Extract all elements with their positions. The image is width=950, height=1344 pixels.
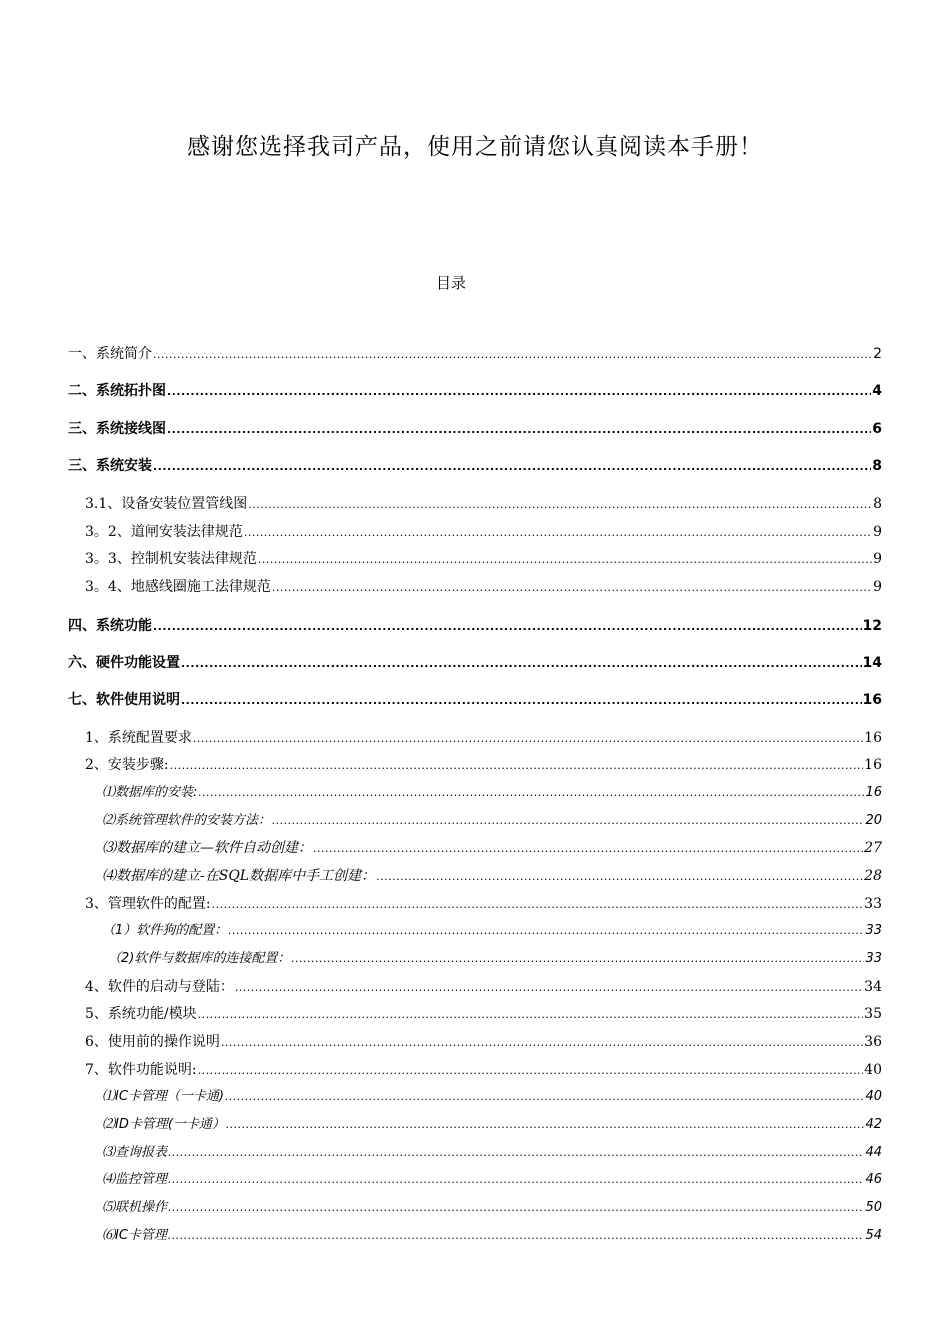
toc-entry-page: 50 xyxy=(865,1200,882,1215)
toc-entry[interactable] xyxy=(102,1169,882,1191)
toc-entry-page: 16 xyxy=(864,730,882,746)
toc-entry-page: 9 xyxy=(873,551,882,567)
toc-entry-label: （2)软件与数据库的连接配置： xyxy=(108,951,291,966)
toc-leader xyxy=(167,418,871,441)
toc-entry[interactable] xyxy=(108,948,882,970)
toc-entry[interactable] xyxy=(102,810,882,832)
toc-leader xyxy=(168,1142,864,1164)
toc-entry[interactable] xyxy=(68,615,882,637)
toc-entry-page: 16 xyxy=(862,692,882,708)
toc-entry-page: 46 xyxy=(865,1172,882,1187)
document-headline: 感谢您选择我司产品，使用之前请您认真阅读本手册！ xyxy=(187,134,763,160)
toc-entry-label: 3。4、地感线圈施工法律规范 xyxy=(85,579,271,595)
toc-leader xyxy=(244,521,872,544)
toc-entry-label: 2、安装步骤: xyxy=(85,757,169,773)
toc-leader xyxy=(181,689,862,712)
toc-entry-page: 8 xyxy=(873,496,882,512)
toc-leader xyxy=(198,1003,864,1026)
toc-entry[interactable] xyxy=(85,576,882,598)
toc-entry-page: 40 xyxy=(865,1089,882,1104)
toc-entry-page: 34 xyxy=(864,979,882,995)
toc-entry-page: 2 xyxy=(873,346,882,362)
toc-entry-page: 16 xyxy=(864,757,882,773)
toc-entry-label: 4、软件的启动与登陆： xyxy=(85,979,234,995)
toc-entry-page: 36 xyxy=(864,1034,882,1050)
toc-leader xyxy=(170,754,864,777)
toc-entry-label: 3。2、道闸安装法律规范 xyxy=(85,524,243,540)
toc-leader xyxy=(153,615,862,638)
toc-entry-page: 33 xyxy=(865,923,882,938)
toc-leader xyxy=(226,1114,865,1136)
toc-leader xyxy=(168,1169,864,1191)
toc-leader xyxy=(168,1225,865,1247)
toc-entry-page: 9 xyxy=(873,524,882,540)
toc-leader xyxy=(167,380,871,403)
toc-entry[interactable] xyxy=(68,689,882,711)
toc-entry-page: 42 xyxy=(865,1117,882,1132)
toc-entry-label: 六、硬件功能设置 xyxy=(68,655,180,671)
toc-entry-page: 40 xyxy=(864,1062,882,1078)
toc-entry-label: （1）软件狗的配置： xyxy=(102,923,228,938)
toc-leader xyxy=(221,1031,863,1054)
toc-entry-label: 二、系统拓扑图 xyxy=(68,383,166,399)
toc-entry-page: 12 xyxy=(862,618,882,634)
toc-leader xyxy=(198,782,864,804)
toc-entry-page: 20 xyxy=(865,813,882,828)
toc-leader xyxy=(272,576,872,599)
toc-entry[interactable] xyxy=(85,976,882,998)
toc-leader xyxy=(291,948,864,970)
toc-entry-page: 16 xyxy=(865,785,882,800)
toc-entry-label: ⑷监控管理 xyxy=(102,1172,168,1187)
toc-entry-label: ⑸联机操作 xyxy=(102,1200,168,1215)
toc-entry[interactable] xyxy=(85,548,882,570)
toc-entry[interactable] xyxy=(85,1003,882,1025)
toc-entry-page: 8 xyxy=(872,458,882,474)
toc-entry-page: 6 xyxy=(872,421,882,437)
toc-leader xyxy=(153,455,871,478)
toc-title: 目录 xyxy=(435,274,466,292)
toc-entry-label: ⑴IC卡管理（一卡通) xyxy=(102,1089,224,1104)
toc-entry[interactable] xyxy=(68,380,882,402)
toc-entry[interactable] xyxy=(85,754,882,776)
toc-entry-label: ⑷数据库的建立-在SQL数据库中手工创建： xyxy=(102,868,376,884)
toc-entry[interactable] xyxy=(85,727,882,749)
toc-entry-label: ⑴数据库的安装: xyxy=(102,785,198,800)
toc-entry-page: 9 xyxy=(873,579,882,595)
toc-entry-page: 54 xyxy=(865,1228,882,1243)
toc-entry-label: ⑵系统管理软件的安装方法： xyxy=(102,813,272,828)
toc-leader xyxy=(225,1086,864,1108)
toc-entry-label: ⑵ID卡管理(一卡通） xyxy=(102,1117,225,1132)
toc-entry-label: 1、系统配置要求 xyxy=(85,730,192,746)
toc-entry-label: 3。3、控制机安装法律规范 xyxy=(85,551,257,567)
toc-leader xyxy=(153,343,872,366)
toc-entry[interactable] xyxy=(102,920,882,942)
toc-entry[interactable] xyxy=(68,418,882,440)
toc-entry-label: 6、使用前的操作说明 xyxy=(85,1034,220,1050)
toc-leader xyxy=(168,1197,864,1219)
toc-entry[interactable] xyxy=(68,652,882,674)
toc-entry[interactable] xyxy=(102,1086,882,1108)
toc-entry[interactable] xyxy=(102,1197,882,1219)
toc-leader xyxy=(248,493,872,516)
toc-leader xyxy=(212,893,864,916)
toc-entry[interactable] xyxy=(85,1031,882,1053)
toc-leader xyxy=(272,810,864,832)
toc-entry[interactable] xyxy=(102,1114,882,1136)
toc-entry-page: 44 xyxy=(865,1145,882,1160)
toc-entry[interactable] xyxy=(85,493,882,515)
toc-leader xyxy=(258,548,872,571)
toc-entry-page: 28 xyxy=(864,868,882,884)
toc-entry-label: 5、系统功能/模块 xyxy=(85,1006,197,1022)
toc-entry-label: 7、软件功能说明: xyxy=(85,1062,197,1078)
toc-leader xyxy=(198,1059,864,1082)
toc-entry[interactable] xyxy=(85,521,882,543)
toc-entry[interactable] xyxy=(102,1142,882,1164)
toc-entry-label: 三、系统安装 xyxy=(68,458,152,474)
toc-entry-page: 27 xyxy=(864,840,882,856)
toc-entry-page: 35 xyxy=(864,1006,882,1022)
toc-leader xyxy=(193,727,863,750)
toc-entry-page: 14 xyxy=(862,655,882,671)
toc-entry-label: 一、系统简介 xyxy=(68,346,152,362)
toc-entry-label: 3.1、设备安装位置管线图 xyxy=(85,496,248,512)
toc-entry-page: 33 xyxy=(865,951,882,966)
toc-entry-label: ⑹IC卡管理 xyxy=(102,1228,167,1243)
toc-entry[interactable] xyxy=(102,865,882,887)
toc-entry[interactable] xyxy=(85,1059,882,1081)
toc-entry-label: 四、系统功能 xyxy=(68,618,152,634)
toc-leader xyxy=(235,976,863,999)
toc-entry[interactable] xyxy=(68,455,882,477)
toc-entry-label: 3、管理软件的配置: xyxy=(85,896,211,912)
toc-entry-label: ⑶数据库的建立—软件自动创建： xyxy=(102,840,312,856)
toc-entry-label: 三、系统接线图 xyxy=(68,421,166,437)
toc-entry[interactable] xyxy=(68,343,882,365)
toc-leader xyxy=(228,920,864,942)
toc-entry[interactable] xyxy=(102,1225,882,1247)
toc-leader xyxy=(181,652,862,675)
toc-entry[interactable] xyxy=(102,782,882,804)
toc-entry-page: 33 xyxy=(864,896,882,912)
toc-leader xyxy=(376,865,863,888)
toc-entry-label: 七、软件使用说明 xyxy=(68,692,180,708)
toc-entry-label: ⑶查询报表 xyxy=(102,1145,168,1160)
toc-entry-page: 4 xyxy=(872,383,882,399)
toc-entry[interactable] xyxy=(102,837,882,859)
toc-entry[interactable] xyxy=(85,893,882,915)
toc-leader xyxy=(313,837,863,860)
